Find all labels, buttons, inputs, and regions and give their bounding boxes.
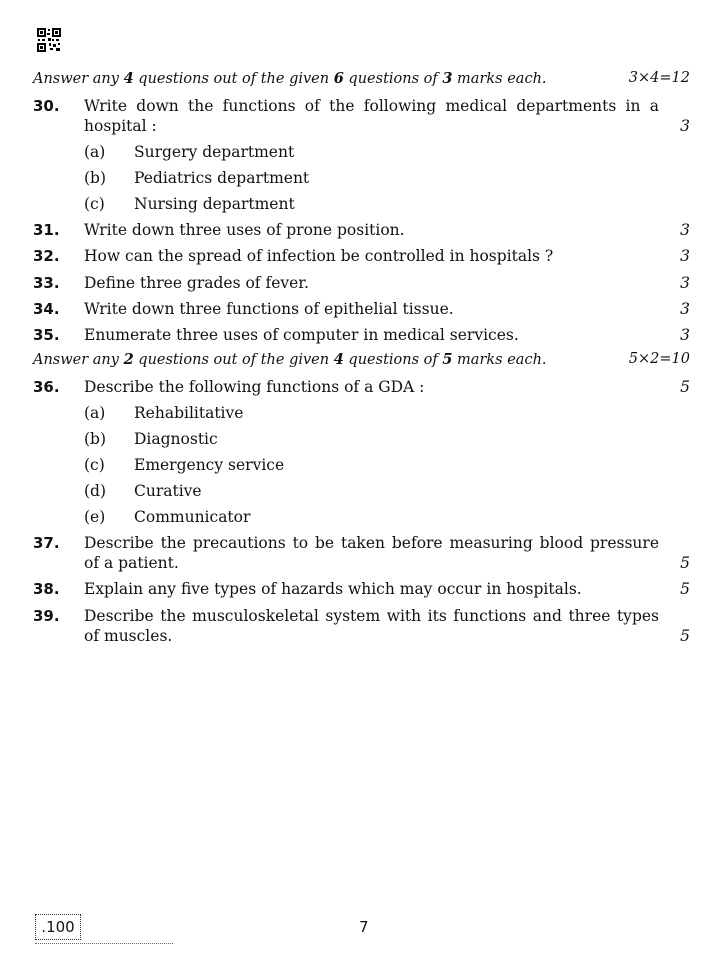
question-number: 38.: [33, 580, 60, 598]
sub-item-label: (a): [84, 143, 106, 161]
question-text: Enumerate three uses of computer in medical services.: [84, 326, 519, 344]
section-a-instruction: [33, 70, 690, 87]
sub-item-label: (b): [84, 430, 107, 448]
question-text: Describe the precautions to be taken before measuring blood pressure of a patient.: [84, 534, 659, 572]
question-text: Describe the musculoskeletal system with its functions and three types of muscles.: [84, 607, 659, 645]
question-marks: 3: [680, 117, 690, 135]
question-number: 31.: [33, 221, 60, 239]
section-b-instruction-text: Answer any 2 questions out of the given 4 questions of 5 marks each.: [33, 351, 547, 368]
question-marks: 3: [680, 221, 690, 239]
qr-code-icon: [37, 28, 61, 52]
paper-code-box: [35, 914, 81, 940]
sub-item-text: Emergency service: [134, 456, 285, 474]
question-marks: 3: [680, 247, 690, 265]
sub-item-text: Curative: [134, 482, 202, 500]
question-number: 36.: [33, 378, 60, 396]
question-marks: 3: [680, 326, 690, 344]
sub-item-label: (c): [84, 456, 105, 474]
sub-item-label: (b): [84, 169, 107, 187]
question-text: Describe the following functions of a GDA :: [84, 378, 425, 396]
section-a-total-marks: 3×4=12: [628, 70, 690, 86]
sub-item-label: (a): [84, 404, 106, 422]
question-number: 34.: [33, 300, 60, 318]
question-text: Write down the functions of the following medical departments in a hospital :: [84, 97, 659, 135]
sub-item-label: (c): [84, 195, 105, 213]
question-marks: 5: [680, 554, 690, 572]
page-number: 7: [359, 918, 369, 936]
question-number: 30.: [33, 97, 60, 115]
sub-item-label: (d): [84, 482, 107, 500]
sub-item-text: Nursing department: [134, 195, 295, 213]
section-b-instruction: [33, 351, 690, 368]
paper-code: .100: [41, 918, 75, 936]
section-b-total-marks: 5×2=10: [628, 351, 690, 367]
sub-item-text: Pediatrics department: [134, 169, 310, 187]
sub-item-text: Diagnostic: [134, 430, 218, 448]
sub-item-label: (e): [84, 508, 106, 526]
question-marks: 5: [680, 627, 690, 645]
sub-item-text: Rehabilitative: [134, 404, 244, 422]
question-marks: 5: [680, 580, 690, 598]
question-text: Write down three functions of epithelial tissue.: [84, 300, 454, 318]
question-number: 32.: [33, 247, 60, 265]
question-number: 39.: [33, 607, 60, 625]
question-marks: 3: [680, 274, 690, 292]
question-marks: 5: [680, 378, 690, 396]
question-number: 33.: [33, 274, 60, 292]
question-number: 35.: [33, 326, 60, 344]
question-marks: 3: [680, 300, 690, 318]
question-text: Define three grades of fever.: [84, 274, 309, 292]
sub-item-text: Surgery department: [134, 143, 295, 161]
question-text: Explain any five types of hazards which may occur in hospitals.: [84, 580, 582, 598]
question-text: Write down three uses of prone position.: [84, 221, 405, 239]
question-text: How can the spread of infection be controlled in hospitals ?: [84, 247, 554, 265]
section-a-instruction-text: Answer any 4 questions out of the given 6 questions of 3 marks each.: [33, 70, 547, 87]
sub-item-text: Communicator: [134, 508, 251, 526]
footer-divider: [35, 943, 173, 944]
question-number: 37.: [33, 534, 60, 552]
